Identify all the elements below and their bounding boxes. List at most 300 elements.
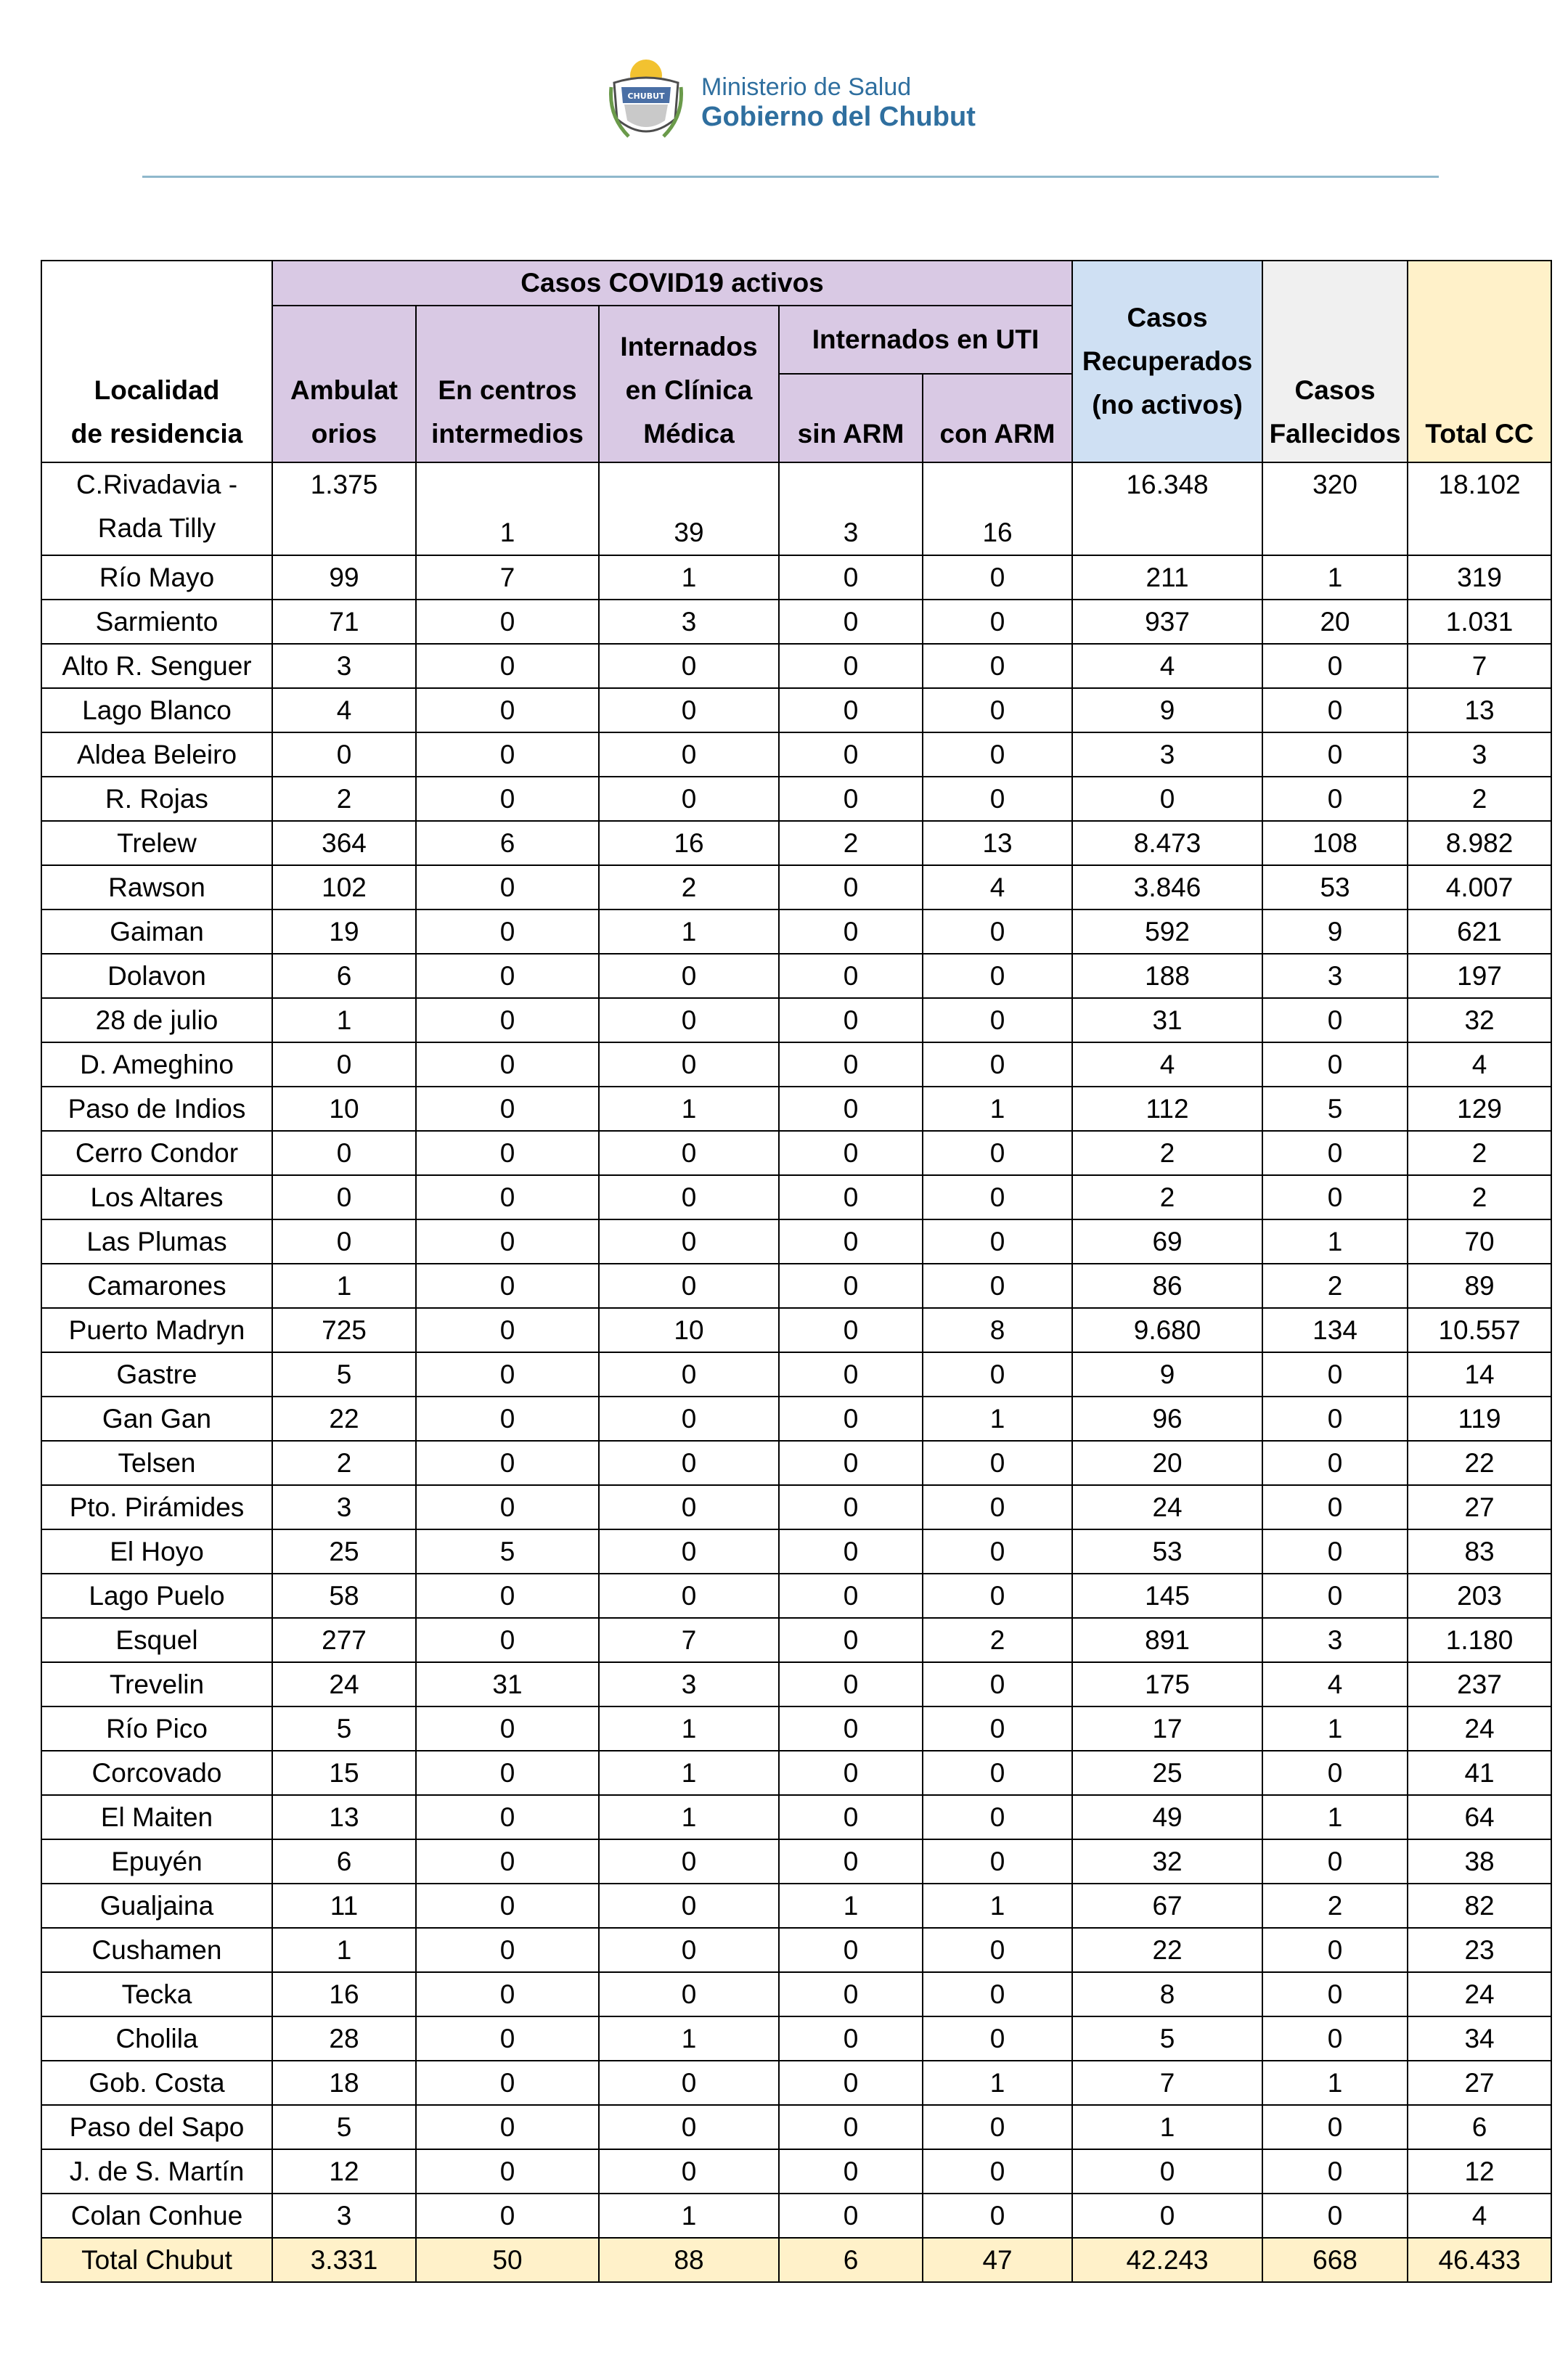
deceased-cell: 1 <box>1262 1219 1408 1264</box>
uti-with-arm-cell: 0 <box>923 555 1072 600</box>
total-cell: 2 <box>1408 777 1551 821</box>
recovered-cell: 592 <box>1072 909 1262 954</box>
ambulatory-cell: 3.331 <box>272 2238 416 2282</box>
uti-without-arm-cell: 0 <box>779 1662 923 1706</box>
uti-without-arm-cell: 0 <box>779 1308 923 1352</box>
intermediate-centers-cell: 0 <box>416 909 599 954</box>
table-row <box>41 688 1551 732</box>
uti-with-arm-cell: 0 <box>923 600 1072 644</box>
locality-cell: Telsen <box>41 1441 272 1485</box>
locality-cell: Los Altares <box>41 1175 272 1219</box>
deceased-cell: 0 <box>1262 644 1408 688</box>
intermediate-centers-cell: 0 <box>416 1352 599 1397</box>
intermediate-centers-cell: 0 <box>416 865 599 909</box>
deceased-cell: 0 <box>1262 777 1408 821</box>
uti-without-arm-cell: 0 <box>779 1441 923 1485</box>
uti-without-arm-cell: 6 <box>779 2238 923 2282</box>
locality-cell: Rawson <box>41 865 272 909</box>
ambulatory-cell: 0 <box>272 1131 416 1175</box>
deceased-cell: 0 <box>1262 1751 1408 1795</box>
uti-without-arm-cell: 0 <box>779 998 923 1042</box>
uti-with-arm-cell: 0 <box>923 1485 1072 1529</box>
locality-cell: 28 de julio <box>41 998 272 1042</box>
clinic-cell: 0 <box>599 644 779 688</box>
locality-header <box>41 261 272 462</box>
uti-without-arm-header: sin ARM <box>779 374 923 462</box>
ambulatory-cell: 6 <box>272 1839 416 1884</box>
table-row <box>41 1884 1551 1928</box>
ambulatory-cell: 3 <box>272 1485 416 1529</box>
intermediate-centers-cell: 0 <box>416 1485 599 1529</box>
intermediate-centers-cell: 0 <box>416 1219 599 1264</box>
clinic-cell: 0 <box>599 2061 779 2105</box>
ambulatory-cell: 58 <box>272 1574 416 1618</box>
table-row <box>41 1662 1551 1706</box>
locality-cell: Trevelin <box>41 1662 272 1706</box>
total-cell: 3 <box>1408 732 1551 777</box>
uti-without-arm-cell: 0 <box>779 2061 923 2105</box>
recovered-cell: 145 <box>1072 1574 1262 1618</box>
uti-with-arm-cell: 0 <box>923 998 1072 1042</box>
uti-with-arm-cell: 0 <box>923 2105 1072 2149</box>
recovered-cell: 891 <box>1072 1618 1262 1662</box>
deceased-cell: 0 <box>1262 1972 1408 2016</box>
table-row <box>41 1529 1551 1574</box>
uti-without-arm-cell: 0 <box>779 600 923 644</box>
recovered-cell: 0 <box>1072 777 1262 821</box>
uti-without-arm-cell: 0 <box>779 1529 923 1574</box>
recovered-header-line: (no activos) <box>1092 390 1243 420</box>
ambulatory-cell: 99 <box>272 555 416 600</box>
recovered-cell: 96 <box>1072 1397 1262 1441</box>
clinic-cell: 0 <box>599 1574 779 1618</box>
deceased-cell: 0 <box>1262 2149 1408 2194</box>
recovered-cell: 31 <box>1072 998 1262 1042</box>
deceased-cell: 0 <box>1262 1441 1408 1485</box>
locality-cell: R. Rojas <box>41 777 272 821</box>
locality-cell <box>41 462 272 555</box>
locality-cell: Paso del Sapo <box>41 2105 272 2149</box>
uti-without-arm-cell: 0 <box>779 865 923 909</box>
uti-with-arm-cell: 0 <box>923 1706 1072 1751</box>
deceased-cell: 0 <box>1262 2016 1408 2061</box>
ministry-name <box>701 73 976 134</box>
table-row <box>41 1706 1551 1751</box>
table-row <box>41 1574 1551 1618</box>
locality-cell: Cerro Condor <box>41 1131 272 1175</box>
total-cell: 1.180 <box>1408 1618 1551 1662</box>
uti-with-arm-cell: 1 <box>923 2061 1072 2105</box>
recovered-cell: 24 <box>1072 1485 1262 1529</box>
uti-without-arm-cell: 0 <box>779 1928 923 1972</box>
table-row <box>41 909 1551 954</box>
clinic-cell: 1 <box>599 1795 779 1839</box>
recovered-cell: 1 <box>1072 2105 1262 2149</box>
total-cell: 64 <box>1408 1795 1551 1839</box>
recovered-cell: 8 <box>1072 1972 1262 2016</box>
table-row <box>41 1795 1551 1839</box>
deceased-header <box>1262 261 1408 462</box>
intermediate-centers-cell: 1 <box>416 462 599 555</box>
total-cell: 32 <box>1408 998 1551 1042</box>
deceased-cell: 2 <box>1262 1884 1408 1928</box>
intermediate-centers-cell: 0 <box>416 2105 599 2149</box>
intermediate-centers-cell: 0 <box>416 777 599 821</box>
locality-header-line: de residencia <box>70 419 243 449</box>
clinic-cell: 1 <box>599 1751 779 1795</box>
deceased-cell: 0 <box>1262 1352 1408 1397</box>
clinic-cell: 10 <box>599 1308 779 1352</box>
table-row <box>41 2194 1551 2238</box>
deceased-cell: 108 <box>1262 821 1408 865</box>
intermediate-centers-cell: 0 <box>416 732 599 777</box>
deceased-cell: 0 <box>1262 1175 1408 1219</box>
ambulatory-cell: 277 <box>272 1618 416 1662</box>
ambulatory-cell: 0 <box>272 732 416 777</box>
locality-cell: Gaiman <box>41 909 272 954</box>
ambulatory-cell: 1 <box>272 998 416 1042</box>
intermediate-centers-cell: 0 <box>416 1131 599 1175</box>
active-cases-group-header: Casos COVID19 activos <box>272 261 1072 306</box>
intermediate-centers-cell: 0 <box>416 1928 599 1972</box>
clinic-cell: 2 <box>599 865 779 909</box>
uti-with-arm-cell: 0 <box>923 777 1072 821</box>
deceased-cell: 2 <box>1262 1264 1408 1308</box>
intermediate-centers-cell: 0 <box>416 954 599 998</box>
deceased-cell: 20 <box>1262 600 1408 644</box>
recovered-cell: 9 <box>1072 1352 1262 1397</box>
deceased-cell: 668 <box>1262 2238 1408 2282</box>
intermediate-centers-cell: 0 <box>416 644 599 688</box>
clinic-cell: 0 <box>599 1884 779 1928</box>
table-row <box>41 2061 1551 2105</box>
ambulatory-header <box>272 306 416 462</box>
table-row <box>41 1441 1551 1485</box>
intermediate-centers-cell: 6 <box>416 821 599 865</box>
deceased-cell: 0 <box>1262 732 1408 777</box>
clinic-header-line: en Clínica <box>625 375 753 405</box>
clinic-cell: 0 <box>599 1441 779 1485</box>
deceased-cell: 0 <box>1262 998 1408 1042</box>
locality-cell: Alto R. Senguer <box>41 644 272 688</box>
clinic-cell: 0 <box>599 1042 779 1087</box>
locality-cell: J. de S. Martín <box>41 2149 272 2194</box>
ambulatory-cell: 1 <box>272 1264 416 1308</box>
locality-cell: Río Pico <box>41 1706 272 1751</box>
intermediate-centers-cell: 0 <box>416 1839 599 1884</box>
recovered-cell: 5 <box>1072 2016 1262 2061</box>
ambulatory-cell: 5 <box>272 2105 416 2149</box>
total-cell: 13 <box>1408 688 1551 732</box>
deceased-cell: 53 <box>1262 865 1408 909</box>
uti-without-arm-cell: 0 <box>779 2149 923 2194</box>
uti-without-arm-cell: 0 <box>779 688 923 732</box>
intermediate-centers-cell: 31 <box>416 1662 599 1706</box>
clinic-cell: 7 <box>599 1618 779 1662</box>
intermediate-centers-cell: 7 <box>416 555 599 600</box>
clinic-cell: 0 <box>599 1397 779 1441</box>
table-row <box>41 1485 1551 1529</box>
deceased-cell: 320 <box>1262 462 1408 555</box>
uti-with-arm-cell: 0 <box>923 1042 1072 1087</box>
uti-without-arm-cell: 0 <box>779 1087 923 1131</box>
intermediate-centers-cell: 0 <box>416 2194 599 2238</box>
recovered-cell: 0 <box>1072 2149 1262 2194</box>
recovered-cell: 9 <box>1072 688 1262 732</box>
intermediate-centers-cell: 0 <box>416 1042 599 1087</box>
uti-with-arm-cell: 0 <box>923 1264 1072 1308</box>
locality-cell: El Hoyo <box>41 1529 272 1574</box>
intermediate-centers-cell: 0 <box>416 1087 599 1131</box>
table-row <box>41 644 1551 688</box>
table-row <box>41 1219 1551 1264</box>
recovered-cell: 188 <box>1072 954 1262 998</box>
intermediate-centers-cell: 0 <box>416 1397 599 1441</box>
uti-without-arm-cell: 0 <box>779 1397 923 1441</box>
intermediate-centers-cell: 0 <box>416 1884 599 1928</box>
uti-with-arm-cell: 0 <box>923 1839 1072 1884</box>
intermediate-centers-cell: 0 <box>416 998 599 1042</box>
ambulatory-cell: 2 <box>272 777 416 821</box>
ambulatory-cell: 71 <box>272 600 416 644</box>
recovered-cell: 42.243 <box>1072 2238 1262 2282</box>
intermediate-centers-cell: 0 <box>416 1795 599 1839</box>
recovered-cell: 69 <box>1072 1219 1262 1264</box>
uti-without-arm-cell: 0 <box>779 1175 923 1219</box>
total-cell: 6 <box>1408 2105 1551 2149</box>
total-cell: 18.102 <box>1408 462 1551 555</box>
table-row <box>41 865 1551 909</box>
locality-cell: Total Chubut <box>41 2238 272 2282</box>
clinic-cell: 3 <box>599 600 779 644</box>
recovered-cell: 112 <box>1072 1087 1262 1131</box>
ambulatory-header-line: Ambulat <box>290 375 398 405</box>
total-cell: 70 <box>1408 1219 1551 1264</box>
clinic-cell: 0 <box>599 777 779 821</box>
intermediate-centers-header <box>416 306 599 462</box>
uti-with-arm-cell: 0 <box>923 1529 1072 1574</box>
government-line: Gobierno del Chubut <box>701 101 976 132</box>
deceased-cell: 1 <box>1262 1706 1408 1751</box>
locality-cell: Pto. Pirámides <box>41 1485 272 1529</box>
uti-with-arm-cell: 0 <box>923 1574 1072 1618</box>
locality-cell: El Maiten <box>41 1795 272 1839</box>
deceased-cell: 3 <box>1262 1618 1408 1662</box>
recovered-cell: 16.348 <box>1072 462 1262 555</box>
intermediate-centers-cell: 0 <box>416 2016 599 2061</box>
intermediate-centers-cell: 0 <box>416 1175 599 1219</box>
clinic-cell: 0 <box>599 688 779 732</box>
uti-without-arm-cell: 0 <box>779 1485 923 1529</box>
intermediate-centers-cell: 0 <box>416 1972 599 2016</box>
table-row <box>41 2016 1551 2061</box>
uti-with-arm-cell: 0 <box>923 954 1072 998</box>
header-divider <box>142 176 1439 178</box>
recovered-cell: 2 <box>1072 1131 1262 1175</box>
locality-cell: Aldea Beleiro <box>41 732 272 777</box>
uti-without-arm-cell: 0 <box>779 2016 923 2061</box>
uti-with-arm-cell: 0 <box>923 644 1072 688</box>
total-cell: 46.433 <box>1408 2238 1551 2282</box>
uti-with-arm-cell: 4 <box>923 865 1072 909</box>
ambulatory-cell: 6 <box>272 954 416 998</box>
recovered-header <box>1072 261 1262 462</box>
recovered-cell: 0 <box>1072 2194 1262 2238</box>
total-cell: 24 <box>1408 1706 1551 1751</box>
uti-without-arm-cell: 0 <box>779 2105 923 2149</box>
ambulatory-cell: 1 <box>272 1928 416 1972</box>
table-row <box>41 777 1551 821</box>
locality-cell: Las Plumas <box>41 1219 272 1264</box>
table-row <box>41 555 1551 600</box>
locality-cell: Cushamen <box>41 1928 272 1972</box>
total-cell: 8.982 <box>1408 821 1551 865</box>
total-cell: 237 <box>1408 1662 1551 1706</box>
table-row <box>41 1042 1551 1087</box>
uti-with-arm-cell: 13 <box>923 821 1072 865</box>
recovered-cell: 4 <box>1072 1042 1262 1087</box>
clinic-header-line: Internados <box>620 332 758 361</box>
table-row <box>41 1131 1551 1175</box>
recovered-cell: 49 <box>1072 1795 1262 1839</box>
uti-without-arm-cell: 0 <box>779 1795 923 1839</box>
total-cell: 23 <box>1408 1928 1551 1972</box>
total-cell: 2 <box>1408 1175 1551 1219</box>
recovered-cell: 7 <box>1072 2061 1262 2105</box>
total-cell: 82 <box>1408 1884 1551 1928</box>
table-body <box>41 462 1551 2282</box>
uti-without-arm-cell: 0 <box>779 777 923 821</box>
ambulatory-cell: 1.375 <box>272 462 416 555</box>
deceased-cell: 0 <box>1262 1397 1408 1441</box>
clinic-cell: 0 <box>599 1485 779 1529</box>
uti-group-header: Internados en UTI <box>779 306 1072 374</box>
total-cell: 38 <box>1408 1839 1551 1884</box>
table-row <box>41 1352 1551 1397</box>
chubut-seal-icon <box>607 58 685 148</box>
uti-without-arm-cell: 0 <box>779 2194 923 2238</box>
deceased-header-line: Fallecidos <box>1269 419 1401 449</box>
ambulatory-cell: 18 <box>272 2061 416 2105</box>
uti-with-arm-cell: 0 <box>923 1662 1072 1706</box>
recovered-cell: 17 <box>1072 1706 1262 1751</box>
deceased-cell: 9 <box>1262 909 1408 954</box>
ministry-logo <box>607 58 976 148</box>
uti-without-arm-cell: 0 <box>779 1264 923 1308</box>
ambulatory-cell: 25 <box>272 1529 416 1574</box>
clinic-cell: 39 <box>599 462 779 555</box>
uti-without-arm-cell: 0 <box>779 1131 923 1175</box>
ambulatory-cell: 5 <box>272 1706 416 1751</box>
deceased-cell: 0 <box>1262 2105 1408 2149</box>
recovered-cell: 4 <box>1072 644 1262 688</box>
clinic-cell: 0 <box>599 1972 779 2016</box>
uti-without-arm-cell: 0 <box>779 1706 923 1751</box>
table-row <box>41 1972 1551 2016</box>
ambulatory-cell: 102 <box>272 865 416 909</box>
uti-with-arm-cell: 1 <box>923 1087 1072 1131</box>
total-cell: 7 <box>1408 644 1551 688</box>
locality-cell: Lago Blanco <box>41 688 272 732</box>
recovered-cell: 3.846 <box>1072 865 1262 909</box>
total-cell: 89 <box>1408 1264 1551 1308</box>
recovered-cell: 2 <box>1072 1175 1262 1219</box>
recovered-cell: 3 <box>1072 732 1262 777</box>
total-cell: 10.557 <box>1408 1308 1551 1352</box>
table-row <box>41 1175 1551 1219</box>
total-cell: 119 <box>1408 1397 1551 1441</box>
locality-cell: Gualjaina <box>41 1884 272 1928</box>
recovered-cell: 32 <box>1072 1839 1262 1884</box>
uti-without-arm-cell: 0 <box>779 1042 923 1087</box>
intermediate-centers-header-line: En centros <box>438 375 577 405</box>
uti-without-arm-cell: 0 <box>779 1839 923 1884</box>
uti-with-arm-cell: 47 <box>923 2238 1072 2282</box>
clinic-cell: 0 <box>599 1131 779 1175</box>
uti-with-arm-cell: 0 <box>923 1219 1072 1264</box>
ambulatory-cell: 11 <box>272 1884 416 1928</box>
uti-with-arm-cell: 0 <box>923 1972 1072 2016</box>
total-cell: 24 <box>1408 1972 1551 2016</box>
table-row <box>41 462 1551 555</box>
locality-cell: Tecka <box>41 1972 272 2016</box>
recovered-cell: 8.473 <box>1072 821 1262 865</box>
table-row <box>41 2149 1551 2194</box>
uti-without-arm-cell: 0 <box>779 954 923 998</box>
uti-with-arm-cell: 0 <box>923 1751 1072 1795</box>
clinic-cell: 1 <box>599 1706 779 1751</box>
ambulatory-cell: 0 <box>272 1175 416 1219</box>
clinic-header <box>599 306 779 462</box>
ambulatory-cell: 0 <box>272 1042 416 1087</box>
locality-cell: Sarmiento <box>41 600 272 644</box>
total-cell: 2 <box>1408 1131 1551 1175</box>
deceased-cell: 1 <box>1262 555 1408 600</box>
total-cell: 41 <box>1408 1751 1551 1795</box>
locality-cell: Cholila <box>41 2016 272 2061</box>
deceased-cell: 0 <box>1262 1928 1408 1972</box>
table-row <box>41 1264 1551 1308</box>
clinic-cell: 1 <box>599 555 779 600</box>
clinic-cell: 0 <box>599 954 779 998</box>
uti-with-arm-cell: 0 <box>923 1175 1072 1219</box>
total-cell: 319 <box>1408 555 1551 600</box>
ambulatory-cell: 364 <box>272 821 416 865</box>
recovered-cell: 22 <box>1072 1928 1262 1972</box>
recovered-cell: 20 <box>1072 1441 1262 1485</box>
intermediate-centers-cell: 0 <box>416 1574 599 1618</box>
deceased-cell: 4 <box>1262 1662 1408 1706</box>
ambulatory-cell: 4 <box>272 688 416 732</box>
clinic-cell: 0 <box>599 2149 779 2194</box>
covid-cases-table <box>41 260 1552 2283</box>
clinic-cell: 1 <box>599 1087 779 1131</box>
uti-with-arm-cell: 0 <box>923 1131 1072 1175</box>
locality-cell: Corcovado <box>41 1751 272 1795</box>
table-row <box>41 1308 1551 1352</box>
clinic-cell: 0 <box>599 1529 779 1574</box>
total-cell: 34 <box>1408 2016 1551 2061</box>
uti-without-arm-cell: 3 <box>779 462 923 555</box>
clinic-header-line: Médica <box>643 419 735 449</box>
locality-line: C.Rivadavia - <box>75 470 238 499</box>
total-cell: 1.031 <box>1408 600 1551 644</box>
clinic-cell: 88 <box>599 2238 779 2282</box>
locality-cell: Paso de Indios <box>41 1087 272 1131</box>
total-cell: 27 <box>1408 2061 1551 2105</box>
locality-header-line: Localidad <box>94 375 220 405</box>
total-cell: 83 <box>1408 1529 1551 1574</box>
